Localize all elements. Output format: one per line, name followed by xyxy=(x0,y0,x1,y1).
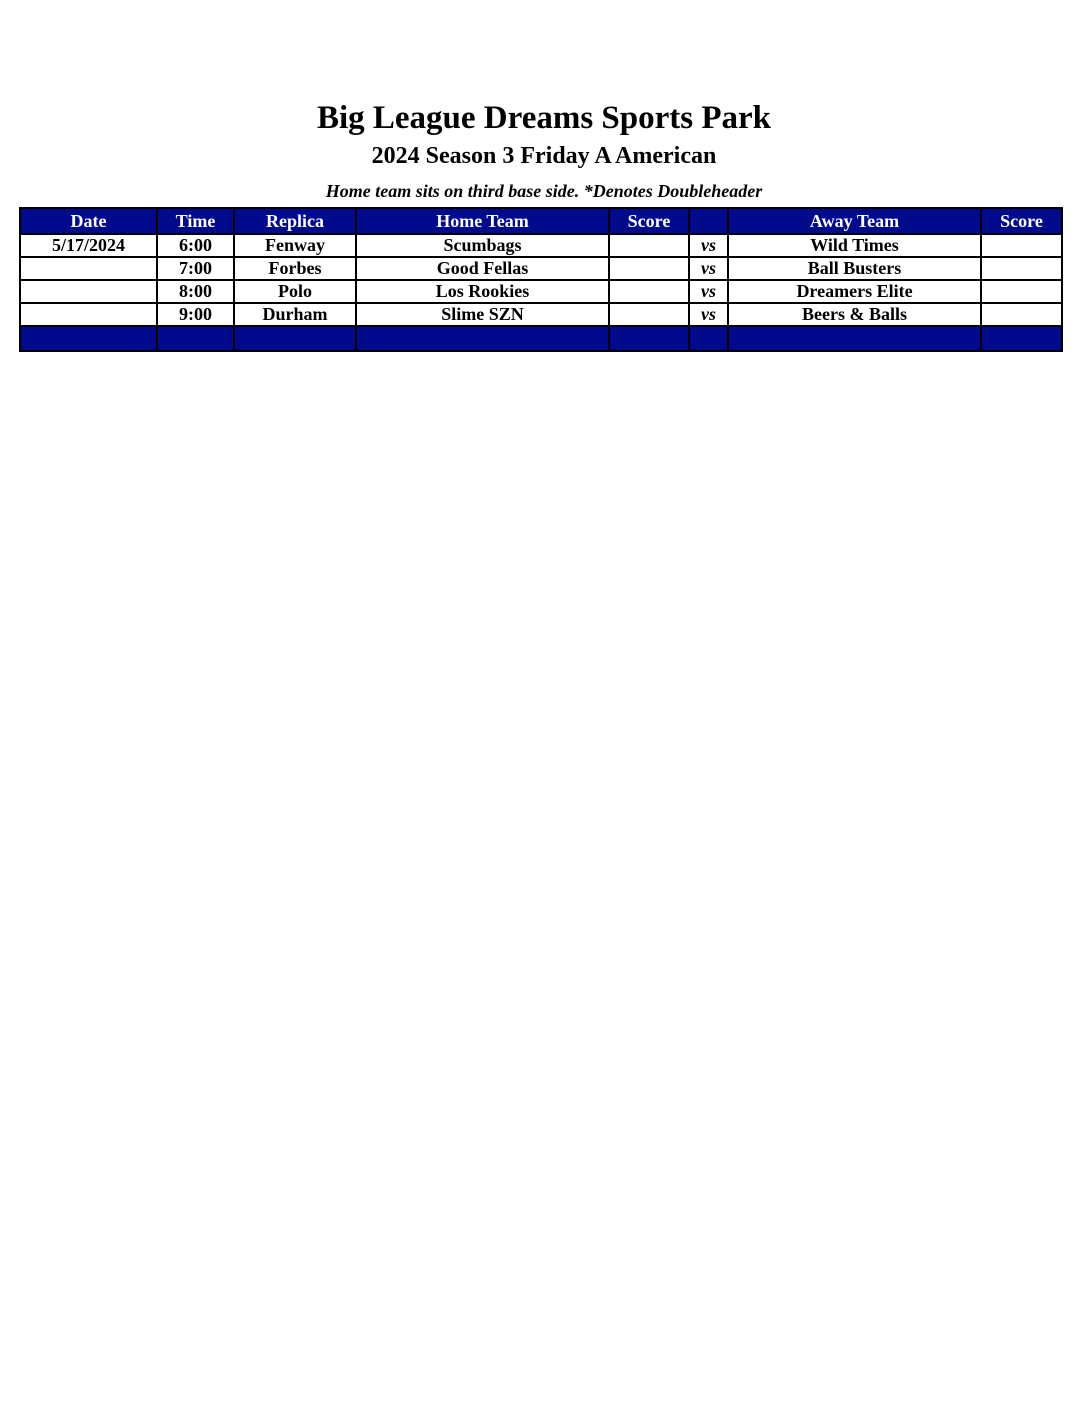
page-title: Big League Dreams Sports Park xyxy=(316,100,772,136)
table-header-row xyxy=(20,208,1062,234)
cell-home-score xyxy=(609,234,689,257)
cell-home-team: Scumbags xyxy=(356,234,609,257)
schedule-table xyxy=(19,207,1063,352)
cell-date: 5/17/2024 xyxy=(20,234,157,257)
cell-away-score xyxy=(981,280,1062,303)
cell-replica: Fenway xyxy=(234,234,356,257)
cell-away-score xyxy=(981,303,1062,326)
cell-home-team: Good Fellas xyxy=(356,257,609,280)
cell-vs: vs xyxy=(689,234,728,257)
cell-away-team: Ball Busters xyxy=(728,257,981,280)
footer-cell xyxy=(356,326,609,351)
cell-date xyxy=(20,257,157,280)
footer-cell xyxy=(981,326,1062,351)
cell-time: 9:00 xyxy=(157,303,234,326)
column-header-home-score: Score xyxy=(609,208,689,234)
cell-away-team: Wild Times xyxy=(728,234,981,257)
column-header-time: Time xyxy=(157,208,234,234)
footer-cell xyxy=(728,326,981,351)
table-row xyxy=(20,257,1062,280)
cell-time: 6:00 xyxy=(157,234,234,257)
cell-time: 8:00 xyxy=(157,280,234,303)
cell-vs: vs xyxy=(689,280,728,303)
cell-replica: Polo xyxy=(234,280,356,303)
cell-home-score xyxy=(609,257,689,280)
cell-home-score xyxy=(609,280,689,303)
table-row xyxy=(20,280,1062,303)
table-row xyxy=(20,303,1062,326)
cell-vs: vs xyxy=(689,257,728,280)
column-header-vs xyxy=(689,208,728,234)
table-footer-row xyxy=(20,326,1062,351)
cell-replica: Forbes xyxy=(234,257,356,280)
cell-date xyxy=(20,303,157,326)
cell-replica: Durham xyxy=(234,303,356,326)
cell-away-score xyxy=(981,257,1062,280)
cell-vs: vs xyxy=(689,303,728,326)
cell-home-team: Los Rookies xyxy=(356,280,609,303)
footer-cell xyxy=(689,326,728,351)
table-row xyxy=(20,234,1062,257)
cell-away-team: Dreamers Elite xyxy=(728,280,981,303)
cell-away-team: Beers & Balls xyxy=(728,303,981,326)
cell-home-score xyxy=(609,303,689,326)
footer-cell xyxy=(20,326,157,351)
cell-away-score xyxy=(981,234,1062,257)
footer-cell xyxy=(609,326,689,351)
cell-home-team: Slime SZN xyxy=(356,303,609,326)
cell-date xyxy=(20,280,157,303)
cell-time: 7:00 xyxy=(157,257,234,280)
column-header-away-team: Away Team xyxy=(728,208,981,234)
column-header-date: Date xyxy=(20,208,157,234)
footer-cell xyxy=(234,326,356,351)
column-header-away-score: Score xyxy=(981,208,1062,234)
page-subtitle: 2024 Season 3 Friday A American xyxy=(371,143,717,169)
footer-cell xyxy=(157,326,234,351)
column-header-home-team: Home Team xyxy=(356,208,609,234)
schedule-note: Home team sits on third base side. *Denotes Doubleheader xyxy=(325,181,763,201)
column-header-replica: Replica xyxy=(234,208,356,234)
